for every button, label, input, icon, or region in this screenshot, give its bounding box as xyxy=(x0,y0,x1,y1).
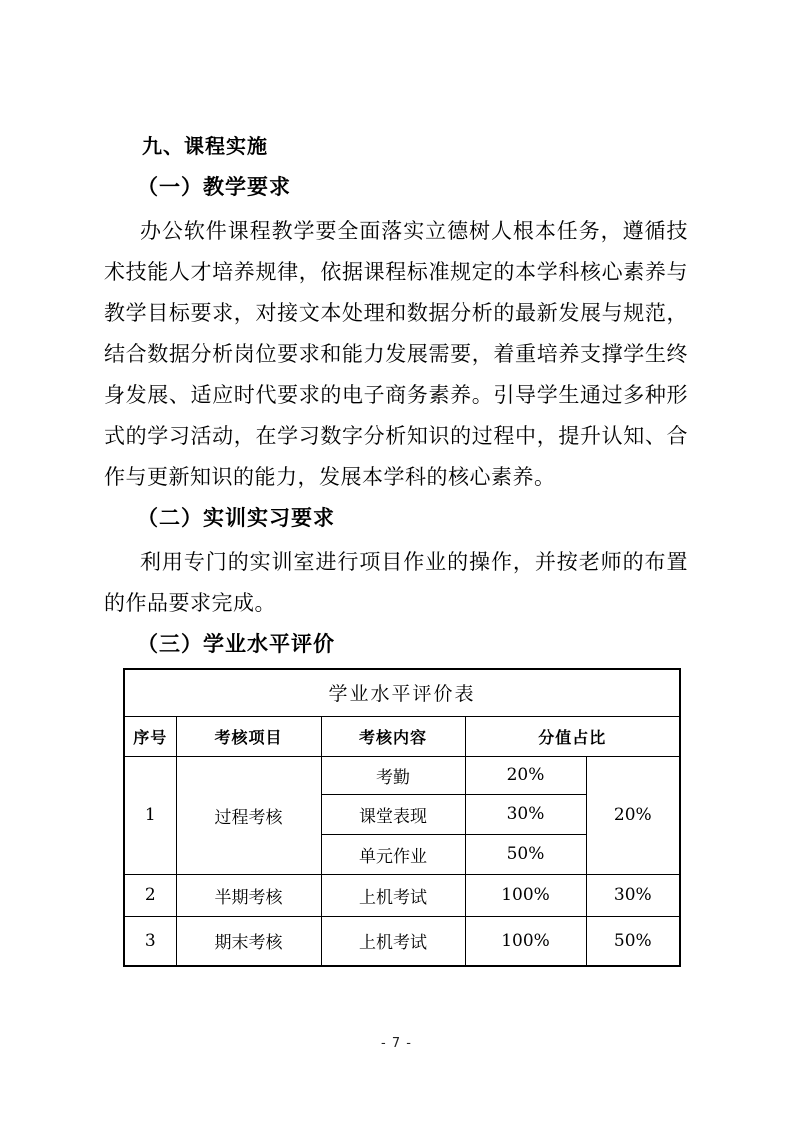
page-number: - 7 - xyxy=(381,1036,412,1051)
paragraph-practice-requirements: 利用专门的实训室进行项目作业的操作，并按老师的布置的作品要求完成。 xyxy=(104,550,688,615)
cell-row1-no: 1 xyxy=(124,756,176,874)
cell-row1-sub1-pct: 20% xyxy=(465,756,586,794)
col-header-project: 考核项目 xyxy=(176,716,321,756)
cell-row1-total: 20% xyxy=(586,756,680,874)
evaluation-table xyxy=(123,668,681,967)
cell-row1-project: 过程考核 xyxy=(176,756,321,874)
paragraph-teaching-requirements: 办公软件课程教学要全面落实立德树人根本任务，遵循技术技能人才培养规律，依据课程标准规定的本学科核心素养与教学目标要求，对接文本处理和数据分析的最新发展与规范，结合数据分析岗位要求和能力发展需要，着重培养支撑学生终身发展、适应时代要求的电子商务素养。引导学生通过多种形式的学习活动，在学习数字分析知识的过程中，提升认知、合作与更新知识的能力，发展本学科的核心素养。 xyxy=(104,219,688,489)
col-header-content: 考核内容 xyxy=(321,716,465,756)
section-2-heading: （二）实训实习要求 xyxy=(137,505,335,530)
cell-row2-no: 2 xyxy=(124,874,176,916)
table-row xyxy=(124,874,680,916)
document-content xyxy=(104,133,688,967)
section-1-heading: （一）教学要求 xyxy=(137,174,291,199)
cell-row1-sub2-pct: 30% xyxy=(465,794,586,834)
chapter-heading: 九、课程实施 xyxy=(142,134,268,158)
table-row xyxy=(124,916,680,966)
cell-row1-sub2-content: 课堂表现 xyxy=(321,794,465,834)
cell-row1-sub3-pct: 50% xyxy=(465,834,586,874)
cell-row3-content: 上机考试 xyxy=(321,916,465,966)
table-row xyxy=(124,756,680,794)
col-header-no: 序号 xyxy=(124,716,176,756)
cell-row2-project: 半期考核 xyxy=(176,874,321,916)
table-title-row xyxy=(124,669,680,716)
cell-row3-total: 50% xyxy=(586,916,680,966)
cell-row3-no: 3 xyxy=(124,916,176,966)
cell-row3-project: 期末考核 xyxy=(176,916,321,966)
section-3-heading: （三）学业水平评价 xyxy=(137,631,335,656)
cell-row2-content: 上机考试 xyxy=(321,874,465,916)
table-header-row xyxy=(124,716,680,756)
cell-row1-sub3-content: 单元作业 xyxy=(321,834,465,874)
table-title: 学业水平评价表 xyxy=(124,669,680,716)
cell-row2-total: 30% xyxy=(586,874,680,916)
cell-row1-sub1-content: 考勤 xyxy=(321,756,465,794)
cell-row2-pct: 100% xyxy=(465,874,586,916)
cell-row3-pct: 100% xyxy=(465,916,586,966)
col-header-score-ratio: 分值占比 xyxy=(465,716,680,756)
